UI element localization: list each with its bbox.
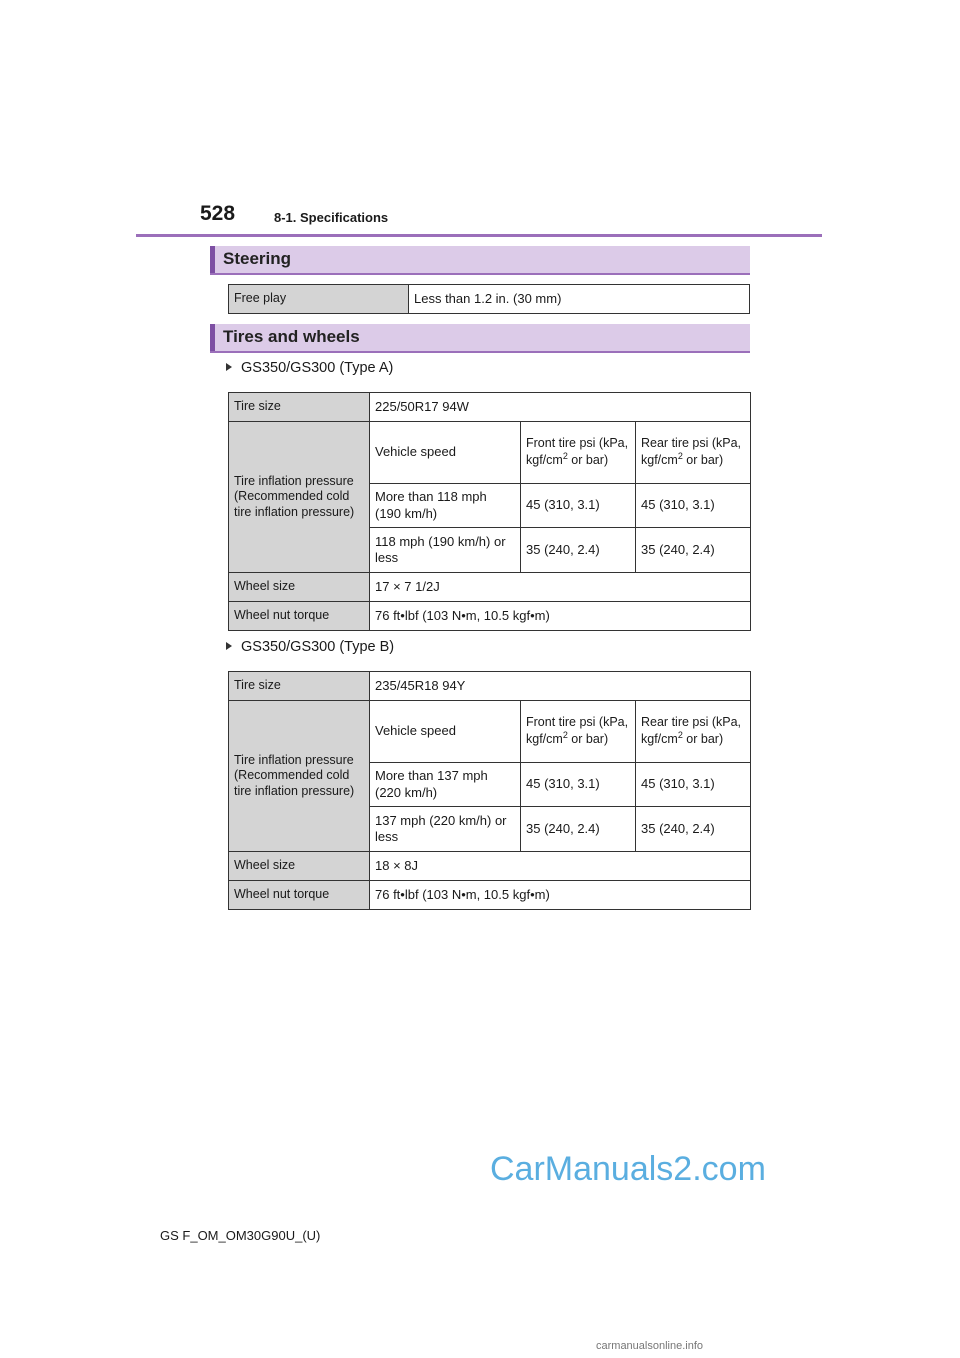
front-high: 45 (310, 3.1) [521,763,636,807]
speed-high: More than 118 mph (190 km/h) [370,484,521,528]
section-tires-wheels [210,324,750,353]
wheel-size-label: Wheel size [229,852,370,881]
table-row [229,602,751,631]
table-row [229,393,751,422]
site-watermark: carmanualsonline.info [596,1340,704,1352]
wheel-nut-torque-value: 76 ft•lbf (103 N•m, 10.5 kgf•m) [370,602,751,631]
front-low: 35 (240, 2.4) [521,528,636,573]
table-row [229,285,750,314]
vehicle-speed-label: Vehicle speed [370,701,521,763]
speed-low: 137 mph (220 km/h) or less [370,807,521,852]
section-steering [210,246,750,275]
table-row [229,422,751,484]
wheel-nut-torque-label: Wheel nut torque [229,602,370,631]
wheel-size-label: Wheel size [229,573,370,602]
free-play-label: Free play [229,285,409,314]
table-row [229,852,751,881]
rear-low: 35 (240, 2.4) [636,528,751,573]
inflation-label: Tire inflation pressure (Recommended cold tire inflation pressure) [229,701,370,852]
table-row [229,701,751,763]
type-a-table [228,392,751,631]
wheel-size-value: 18 × 8J [370,852,751,881]
vehicle-speed-label: Vehicle speed [370,422,521,484]
tire-size-label: Tire size [229,393,370,422]
tire-size-label: Tire size [229,672,370,701]
inflation-label: Tire inflation pressure (Recommended cold tire inflation pressure) [229,422,370,573]
rear-high: 45 (310, 3.1) [636,484,751,528]
footer-code: GS F_OM_OM30G90U_(U) [160,1228,321,1243]
section-title: Tires and wheels [223,327,360,346]
type-b-table [228,671,751,910]
chapter-title: 8-1. Specifications [274,210,389,225]
watermark-link[interactable]: CarManuals2.com [490,1150,766,1188]
wheel-size-value: 17 × 7 1/2J [370,573,751,602]
front-high: 45 (310, 3.1) [521,484,636,528]
wheel-nut-torque-value: 76 ft•lbf (103 N•m, 10.5 kgf•m) [370,881,751,910]
table-row [229,672,751,701]
free-play-value: Less than 1.2 in. (30 mm) [409,285,750,314]
section-title: Steering [223,249,292,268]
tire-size-value: 225/50R17 94W [370,393,751,422]
rear-tire-label: Rear tire psi (kPa, kgf/$cm^2$ or bar) [636,422,751,484]
front-tire-label: Front tire psi (kPa, kgf/$cm^2$ or bar) [521,701,636,763]
front-low: 35 (240, 2.4) [521,807,636,852]
steering-table [228,284,750,314]
wheel-nut-torque-label: Wheel nut torque [229,881,370,910]
triangle-bullet-icon [226,642,232,650]
triangle-bullet-icon [226,363,232,371]
table-row [229,881,751,910]
rear-tire-label: Rear tire psi (kPa, kgf/$cm^2$ or bar) [636,701,751,763]
rear-low: 35 (240, 2.4) [636,807,751,852]
type-b-heading: GS350/GS300 (Type B) [226,639,394,655]
page-number: 528 [200,202,236,225]
rear-high: 45 (310, 3.1) [636,763,751,807]
type-a-heading: GS350/GS300 (Type A) [226,360,393,376]
table-row [229,573,751,602]
speed-low: 118 mph (190 km/h) or less [370,528,521,573]
tire-size-value: 235/45R18 94Y [370,672,751,701]
front-tire-label: Front tire psi (kPa, kgf/$cm^2$ or bar) [521,422,636,484]
page-header [136,200,822,237]
speed-high: More than 137 mph (220 km/h) [370,763,521,807]
